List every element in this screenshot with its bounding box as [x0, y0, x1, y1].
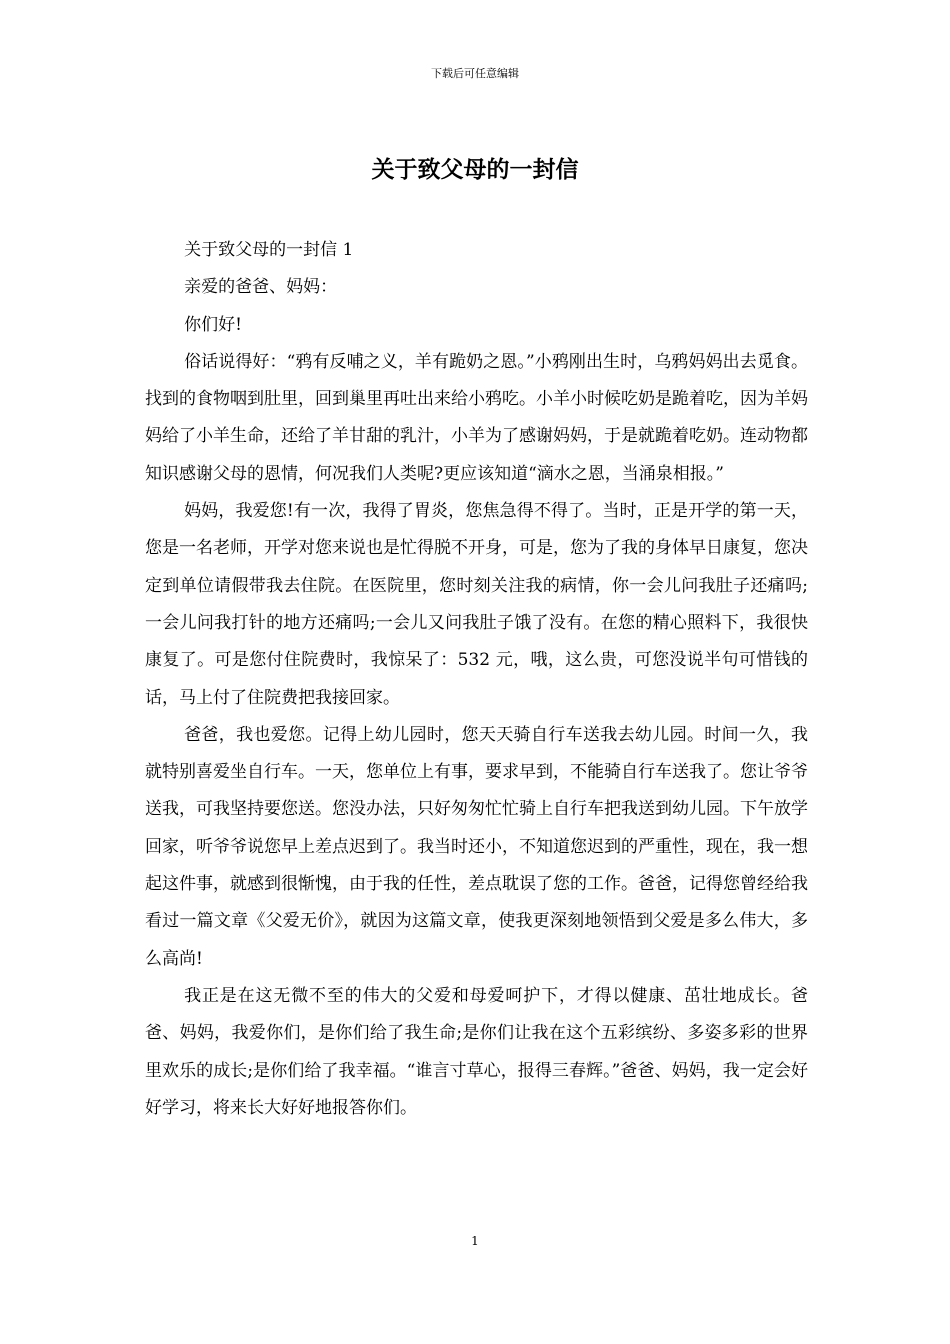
- body-paragraph: 妈妈，我爱您!有一次，我得了胃炎，您焦急得不得了。当时，正是开学的第一天，您是一名老师，开学对您来说也是忙得脱不开身，可是，您为了我的身体早日康复，您决定到单位请假带我去住院。在医院里，您时刻关注我的病情，你一会儿问我肚子还痛吗;一会儿问我打针的地方还痛吗;一会儿又问我肚子饿了没有。在您的精心照料下，我很快康复了。可是您付住院费时，我惊呆了：532 元，哦，这么贵，可您没说半句可惜钱的话，马上付了住院费把我接回家。: [145, 501, 808, 708]
- body-paragraph: 俗话说得好：“鸦有反哺之义，羊有跪奶之恩。”小鸦刚出生时，乌鸦妈妈出去觅食。找到的食物咽到肚里，回到巢里再吐出来给小鸦吃。小羊小时候吃奶是跪着吃，因为羊妈妈给了小羊生命，还给了羊甘甜的乳汁，小羊为了感谢妈妈，于是就跪着吃奶。连动物都知识感谢父母的恩情，何况我们人类呢?更应该知道“滴水之恩，当涌泉相报。”: [145, 351, 808, 484]
- page-number: 1: [471, 1234, 479, 1248]
- document-title: 关于致父母的一封信: [371, 156, 579, 183]
- document-body: [145, 232, 808, 1127]
- body-paragraph: 我正是在这无微不至的伟大的父爱和母爱呵护下，才得以健康、茁壮地成长。爸爸、妈妈，我爱你们，是你们给了我生命;是你们让我在这个五彩缤纷、多姿多彩的世界里欢乐的成长;是你们给了我幸福。“谁言寸草心，报得三春辉。”爸爸、妈妈，我一定会好好学习，将来长大好好地报答你们。: [145, 985, 808, 1118]
- body-paragraph: 爸爸，我也爱您。记得上幼儿园时，您天天骑自行车送我去幼儿园。时间一久，我就特别喜爱坐自行车。一天，您单位上有事，要求早到，不能骑自行车送我了。您让爷爷送我，可我坚持要您送。您没办法，只好匆匆忙忙骑上自行车把我送到幼儿园。下午放学回家，听爷爷说您早上差点迟到了。我当时还小，不知道您迟到的严重性，现在，我一想起这件事，就感到很惭愧，由于我的任性，差点耽误了您的工作。爸爸，记得您曾经给我看过一篇文章《父爱无价》，就因为这篇文章，使我更深刻地领悟到父爱是多么伟大，多么高尚!: [145, 724, 808, 969]
- letter-greeting: 你们好!: [184, 314, 242, 335]
- letter-subtitle: 关于致父母的一封信 1: [184, 240, 354, 260]
- page-header: 下载后可任意编辑: [431, 67, 519, 80]
- letter-salutation: 亲爱的爸爸、妈妈：: [184, 277, 338, 298]
